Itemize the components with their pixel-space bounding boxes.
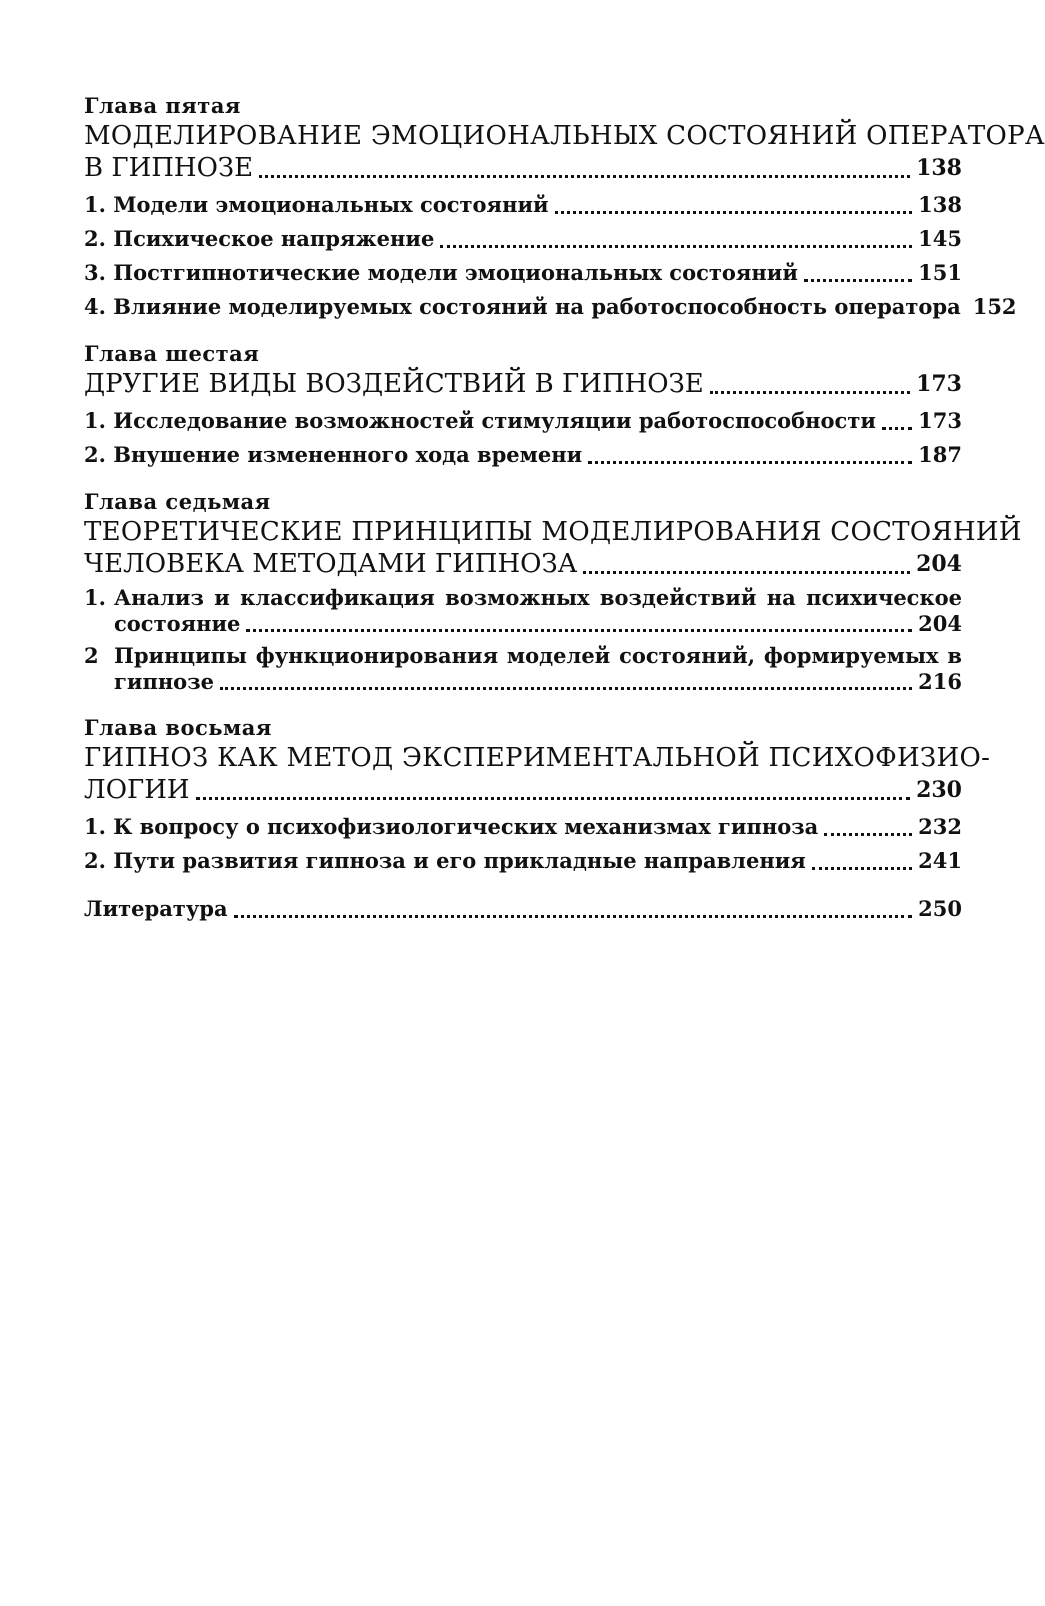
toc-entry[interactable] <box>84 292 1017 322</box>
chapter-title-line1: МОДЕЛИРОВАНИЕ ЭМОЦИОНАЛЬНЫХ СОСТОЯНИЙ ОПЕРАТОРА <box>84 121 1045 151</box>
chapter-title-entry[interactable] <box>84 368 962 400</box>
section-title-line2: состояние <box>114 611 241 636</box>
section-title: 1. Исследование возможностей стимуляции работоспособности <box>84 408 876 433</box>
page-number: 138 <box>918 192 962 217</box>
page-number: 145 <box>918 226 962 251</box>
page-number: 230 <box>916 777 962 803</box>
chapter-title-line1: ГИПНОЗ КАК МЕТОД ЭКСПЕРИМЕНТАЛЬНОЙ ПСИХОФИЗИО- <box>84 743 991 773</box>
toc-entry[interactable] <box>84 812 962 842</box>
dot-leader <box>196 797 910 800</box>
section-title-line1: Анализ и классификация возможных воздействий на психическое <box>114 585 962 610</box>
dot-leader <box>812 867 912 870</box>
literature-title: Литература <box>84 896 228 921</box>
page-number: 204 <box>918 611 962 636</box>
toc-entry[interactable] <box>84 440 962 470</box>
chapter-title-line1: ТЕОРЕТИЧЕСКИЕ ПРИНЦИПЫ МОДЕЛИРОВАНИЯ СОСТОЯНИЙ <box>84 517 1022 547</box>
chapter-title-entry[interactable] <box>84 548 962 580</box>
section-title-line2: гипнозе <box>114 669 214 694</box>
dot-leader <box>588 461 912 464</box>
section-title: 2. Внушение измененного хода времени <box>84 442 583 467</box>
page-number: 187 <box>918 442 962 467</box>
section-title: 1. Модели эмоциональных состояний <box>84 192 549 217</box>
page-number: 173 <box>916 371 962 397</box>
section-number: 1. <box>84 585 106 610</box>
page-number: 250 <box>918 896 962 921</box>
dot-leader <box>234 915 913 918</box>
chapter-label: Глава восьмая <box>84 715 272 740</box>
dot-leader <box>583 571 910 574</box>
chapter-label: Глава пятая <box>84 93 241 118</box>
dot-leader <box>824 833 912 836</box>
section-title-line2-row <box>84 610 962 638</box>
section-number: 2 <box>84 643 99 668</box>
chapter-label: Глава шестая <box>84 341 260 366</box>
page-number: 138 <box>916 155 962 181</box>
chapter-title-line2: ЛОГИИ <box>84 775 190 805</box>
chapter-title-line2: ЧЕЛОВЕКА МЕТОДАМИ ГИПНОЗА <box>84 549 578 579</box>
chapter-title: ДРУГИЕ ВИДЫ ВОЗДЕЙСТВИЙ В ГИПНОЗЕ <box>84 369 704 399</box>
dot-leader <box>259 175 910 178</box>
chapter-8 <box>84 714 991 876</box>
toc-entry[interactable] <box>84 258 962 288</box>
dot-leader <box>246 629 912 632</box>
section-title: 2. Психическое напряжение <box>84 226 435 251</box>
dot-leader <box>882 427 912 430</box>
section-title: 2. Пути развития гипноза и его прикладные направления <box>84 848 806 873</box>
section-title-line1-row <box>84 586 962 610</box>
toc-entry[interactable] <box>84 846 962 876</box>
dot-leader <box>555 211 913 214</box>
chapter-title-entry[interactable] <box>84 152 962 184</box>
chapter-6 <box>84 340 962 470</box>
toc-entry[interactable] <box>84 406 962 436</box>
toc-entry-literature[interactable] <box>84 894 962 924</box>
page-number: 204 <box>916 551 962 577</box>
dot-leader <box>804 279 912 282</box>
table-of-contents <box>84 92 1045 924</box>
dot-leader <box>710 391 910 394</box>
toc-entry-two-line[interactable] <box>84 644 962 696</box>
dot-leader <box>220 687 912 690</box>
chapter-7 <box>84 488 1022 696</box>
page-number: 241 <box>918 848 962 873</box>
page-number: 216 <box>918 669 962 694</box>
page-number: 151 <box>918 260 962 285</box>
toc-entry-two-line[interactable] <box>84 586 962 638</box>
toc-entry[interactable] <box>84 190 962 220</box>
section-title-line1: Принципы функционирования моделей состояний, формируемых в <box>114 643 962 668</box>
page-number: 152 <box>972 294 1017 319</box>
page-number: 173 <box>918 408 962 433</box>
page-number: 232 <box>918 814 962 839</box>
chapter-title-line2: В ГИПНОЗЕ <box>84 153 254 183</box>
dot-leader <box>440 245 912 248</box>
section-title: 3. Постгипнотические модели эмоциональных состояний <box>84 260 798 285</box>
section-title-line2-row <box>84 668 962 696</box>
section-title: 1. К вопросу о психофизиологических механизмах гипноза <box>84 814 819 839</box>
chapter-title-entry[interactable] <box>84 774 962 806</box>
chapter-5 <box>84 92 1045 322</box>
section-title: 4. Влияние моделируемых состояний на работоспособность оператора <box>84 294 961 319</box>
toc-entry[interactable] <box>84 224 962 254</box>
chapter-label: Глава седьмая <box>84 489 271 514</box>
section-title-line1-row <box>84 644 962 668</box>
